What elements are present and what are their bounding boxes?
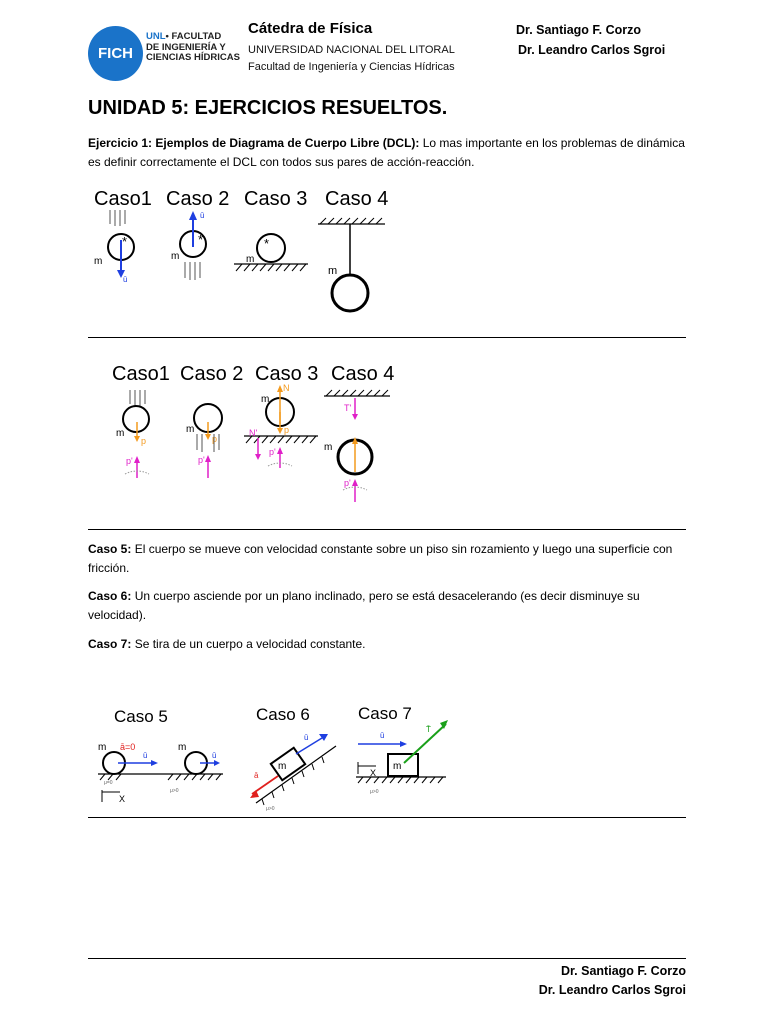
fig2-case-3-label: Caso 3 (255, 363, 319, 385)
fig2-case-4-diagram (324, 390, 390, 502)
fig3-case-7-diagram (356, 704, 448, 795)
faculty-name: Facultad de Ingeniería y Ciencias Hídricas (248, 61, 455, 73)
course-title: Cátedra de Física (248, 20, 373, 37)
svg-text:ū: ū (143, 751, 148, 760)
svg-text:T': T' (344, 403, 352, 413)
fig3-case-5-diagram (98, 707, 223, 804)
fig1-case-2-label: Caso 2 (166, 188, 230, 210)
svg-text:p': p' (126, 456, 133, 466)
header-author-2: Dr. Leandro Carlos Sgroi (518, 43, 666, 57)
svg-text:m: m (328, 265, 338, 277)
svg-text:ū: ū (304, 733, 309, 742)
svg-text:X: X (119, 794, 126, 804)
svg-text:*: * (198, 232, 204, 247)
svg-text:m: m (278, 761, 287, 772)
university-name: UNIVERSIDAD NACIONAL DEL LITORAL (248, 44, 455, 56)
divider-2 (88, 529, 686, 530)
fig2-case-4-label: Caso 4 (331, 363, 395, 385)
faculty-logo-text: UNL• FACULTAD DE INGENIERÍA Y CIENCIAS HÍDRICAS (146, 31, 240, 63)
svg-text:ū: ū (212, 751, 217, 760)
svg-text:μ=0: μ=0 (104, 780, 113, 786)
header-author-1: Dr. Santiago F. Corzo (516, 23, 642, 37)
fig1-case-4-diagram (318, 218, 385, 311)
caso-7-paragraph: Caso 7: Se tira de un cuerpo a velocidad constante. (88, 637, 366, 651)
svg-text:m: m (246, 254, 255, 265)
svg-text:ū: ū (123, 275, 128, 284)
svg-text:p': p' (269, 447, 276, 457)
svg-text:μ>0: μ>0 (170, 788, 179, 794)
svg-text:p': p' (198, 455, 205, 465)
svg-text:*: * (264, 236, 270, 251)
svg-text:m: m (393, 761, 402, 772)
divider-3 (88, 817, 686, 818)
svg-text:m: m (324, 442, 333, 453)
svg-text:m: m (94, 256, 103, 267)
fig2-case-1-label: Caso1 (112, 363, 170, 385)
figure-dcl-forces-cases-1-4 (108, 356, 428, 516)
footer-author-2: Dr. Leandro Carlos Sgroi (538, 983, 686, 997)
svg-text:μ>0: μ>0 (370, 789, 379, 795)
ejercicio-1-text: Lo mas importante en los problemas de dinámica es definir correctamente el DCL con todos sus pares de acción-reacción. (88, 136, 685, 169)
svg-text:ū: ū (380, 731, 385, 740)
svg-text:N: N (283, 383, 290, 393)
fig2-case-2-label: Caso 2 (180, 363, 244, 385)
fig3-case-5-label: Caso 5 (114, 707, 168, 726)
fig1-case-1-label: Caso1 (94, 188, 152, 210)
ejercicio-1-paragraph (88, 134, 688, 172)
svg-text:p: p (284, 425, 290, 435)
svg-text:m: m (171, 251, 180, 262)
svg-text:*: * (122, 234, 128, 249)
svg-text:T̄: T̄ (426, 725, 431, 734)
svg-text:N': N' (249, 428, 258, 438)
svg-text:p: p (212, 434, 218, 444)
fig3-case-6-diagram (250, 705, 336, 812)
unit-title: UNIDAD 5: EJERCICIOS RESUELTOS. (88, 97, 448, 119)
svg-text:p: p (141, 436, 147, 446)
fig2-case-1-diagram (116, 390, 149, 478)
fig1-case-3-label: Caso 3 (244, 188, 308, 210)
figure-dcl-cases-5-7 (88, 698, 468, 813)
svg-text:ū: ū (200, 211, 205, 220)
svg-text:m: m (116, 428, 125, 439)
svg-text:X: X (370, 768, 377, 778)
svg-text:m: m (98, 742, 107, 753)
fich-logo-badge: FICH (88, 26, 143, 81)
ejercicio-1-label: Ejercicio 1: Ejemplos de Diagrama de Cuerpo Libre (DCL): (88, 136, 420, 150)
fig1-case-1-diagram (94, 210, 134, 284)
fig2-case-3-diagram (244, 383, 318, 468)
fig3-case-7-label: Caso 7 (358, 704, 412, 723)
svg-text:p': p' (344, 478, 351, 488)
fig1-case-4-label: Caso 4 (325, 188, 389, 210)
caso-6-paragraph: Caso 6: Un cuerpo asciende por un plano inclinado, pero se está desacelerando (es decir disminuye su velocidad). (88, 589, 640, 622)
svg-text:m: m (261, 394, 270, 405)
svg-text:m: m (186, 424, 195, 435)
caso-5-paragraph: Caso 5: El cuerpo se mueve con velocidad constante sobre un piso sin rozamiento y luego una superficie con fricción. (88, 542, 673, 575)
fig1-case-2-diagram (171, 211, 206, 280)
footer-rule (88, 958, 686, 959)
divider-1 (88, 337, 686, 338)
footer-author-1: Dr. Santiago F. Corzo (560, 964, 686, 978)
figure-dcl-cases-1-4 (88, 182, 408, 322)
fig3-case-6-label: Caso 6 (256, 705, 310, 724)
svg-text:ā: ā (254, 771, 259, 780)
svg-text:ā=0: ā=0 (120, 742, 136, 752)
svg-text:μ>0: μ>0 (266, 806, 275, 812)
svg-text:m: m (178, 742, 187, 753)
fig1-case-3-diagram (234, 234, 308, 271)
fig2-case-2-diagram (186, 404, 222, 478)
